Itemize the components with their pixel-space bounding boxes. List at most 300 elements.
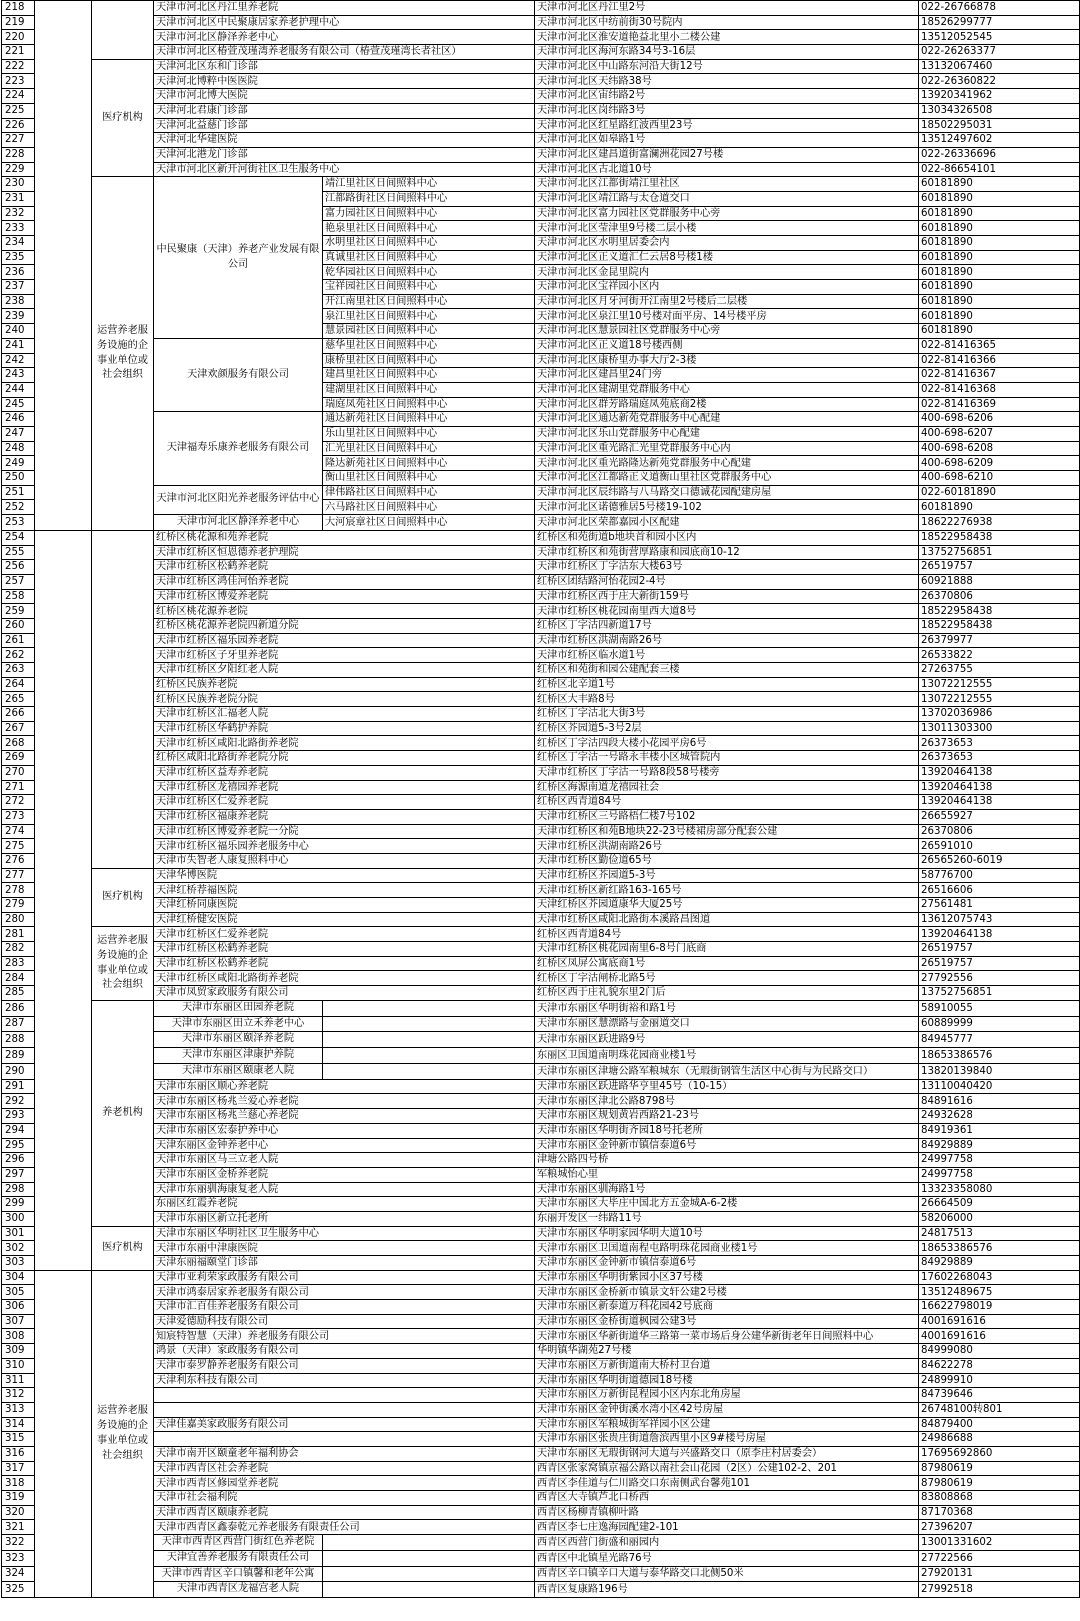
phone-cell: 13752756851	[919, 545, 1080, 560]
table-row	[2, 868, 1080, 883]
address-cell: 红桥区丁字沽闸桥北路5号	[535, 971, 919, 986]
table-row	[2, 1582, 1080, 1598]
institution-name-cell: 天津市红桥区松鹤养老院	[154, 942, 535, 957]
row-number-cell: 321	[2, 1520, 35, 1535]
table-row	[2, 1270, 1080, 1285]
institution-name-cell: 天津市红桥区福乐园养老院	[154, 633, 535, 648]
table-row	[2, 1123, 1080, 1138]
institution-name-cell: 天津市河北区静泽养老中心	[154, 30, 535, 45]
phone-cell: 27263755	[919, 663, 1080, 678]
address-cell: 天津市东丽区华明街紫园小区37号楼	[535, 1270, 919, 1285]
table-row	[2, 1329, 1080, 1344]
address-cell: 天津市红桥区咸阳北路街本溪路昌图道	[535, 912, 919, 927]
row-number-cell: 235	[2, 250, 35, 265]
table-row	[2, 1358, 1080, 1373]
address-cell: 天津市红桥区丁字沽一号路8段58号楼旁	[535, 765, 919, 780]
institution-name-cell: 天津市社会福利院	[154, 1491, 535, 1506]
phone-cell: 13512497602	[919, 133, 1080, 148]
table-row	[2, 338, 1080, 353]
row-number-cell: 263	[2, 663, 35, 678]
address-cell: 天津市东丽区张贵庄街道詹滨西里小区9#楼号房屋	[535, 1432, 919, 1447]
row-number-cell: 236	[2, 265, 35, 280]
address-cell: 天津市河北区月牙河街开江南里2号楼后二层楼	[535, 294, 919, 309]
row-number-cell: 258	[2, 589, 35, 604]
phone-cell: 24997758	[919, 1153, 1080, 1168]
operator-cell: 天津欢颜服务有限公司	[154, 338, 323, 411]
operator-cell: 天津市东丽区颐康老人院	[154, 1063, 323, 1079]
category-cell: 养老机构	[92, 1000, 154, 1226]
phone-cell: 18522958438	[919, 604, 1080, 619]
table-row	[2, 1550, 1080, 1566]
address-cell: 西青区西营门街盛和丽园内	[535, 1535, 919, 1551]
institution-name-cell: 天津市红桥区仁爱养老院	[154, 795, 535, 810]
row-number-cell: 294	[2, 1123, 35, 1138]
institution-name-cell: 天津市红桥区夕阳红老人院	[154, 663, 535, 678]
address-cell: 天津市东丽区金钟新市镇信泰道6号	[535, 1138, 919, 1153]
institution-name-cell: 天津佳嘉美家政服务有限公司	[154, 1417, 535, 1432]
phone-cell: 84945777	[919, 1032, 1080, 1048]
phone-cell: 400-698-6206	[919, 412, 1080, 427]
address-cell: 红桥区凤屏公寓底商1号	[535, 956, 919, 971]
phone-cell: 4001691616	[919, 1329, 1080, 1344]
facility-name-cell: 富力园社区日间照料中心	[323, 206, 535, 221]
phone-cell: 60181890	[919, 206, 1080, 221]
row-number-cell: 245	[2, 397, 35, 412]
row-number-cell: 288	[2, 1032, 35, 1048]
institution-name-cell: 天津市红桥区咸阳北路街养老院	[154, 736, 535, 751]
phone-cell: 4001691616	[919, 1314, 1080, 1329]
row-number-cell: 295	[2, 1138, 35, 1153]
institution-name-cell: 天津河北区东和门诊部	[154, 59, 535, 74]
address-cell: 天津市东丽区军粮城街军祥园小区公建	[535, 1417, 919, 1432]
table-row	[2, 1373, 1080, 1388]
facility-name-cell: 开江南里社区日间照料中心	[323, 294, 535, 309]
table-row	[2, 1094, 1080, 1109]
phone-cell: 13512489675	[919, 1285, 1080, 1300]
table-row	[2, 604, 1080, 619]
table-row	[2, 633, 1080, 648]
address-cell: 天津市河北区群芳路瑞庭凤苑底商2楼	[535, 397, 919, 412]
facility-name-cell: 乐山里社区日间照料中心	[323, 426, 535, 441]
table-row	[2, 1000, 1080, 1016]
table-row	[2, 1211, 1080, 1226]
table-row	[2, 133, 1080, 148]
facility-name-cell	[323, 1582, 535, 1598]
phone-cell: 87980619	[919, 1461, 1080, 1476]
phone-cell: 022-81416369	[919, 397, 1080, 412]
row-number-cell: 229	[2, 162, 35, 177]
phone-cell: 022-81416366	[919, 353, 1080, 368]
institution-name-cell: 天津市红桥区咸阳北路街养老院	[154, 971, 535, 986]
category-cell	[92, 1, 154, 60]
institution-name-cell: 天津市东丽中津康医院	[154, 1241, 535, 1256]
institution-name-cell: 天津市河北区中民聚康居家养老护理中心	[154, 15, 535, 30]
row-number-cell: 306	[2, 1300, 35, 1315]
row-number-cell: 278	[2, 883, 35, 898]
facility-name-cell	[323, 1016, 535, 1032]
phone-cell: 022-26360822	[919, 74, 1080, 89]
address-cell: 天津市东丽区华明街齐园18号托老所	[535, 1123, 919, 1138]
address-cell: 天津市红桥区临水道1号	[535, 648, 919, 663]
table-row	[2, 1461, 1080, 1476]
phone-cell: 18622276938	[919, 515, 1080, 531]
phone-cell: 24817513	[919, 1226, 1080, 1241]
address-cell: 天津市东丽区金桥新市镇景文轩公建2号楼	[535, 1285, 919, 1300]
address-cell: 天津市河北区建昌里24门旁	[535, 368, 919, 383]
phone-cell: 022-26766878	[919, 1, 1080, 16]
institution-name-cell: 天津市红桥区汇福老人院	[154, 707, 535, 722]
institution-name-cell: 知宸特智慧（天津）养老服务有限公司	[154, 1329, 535, 1344]
address-cell: 天津市河北区正义道汇仁云居8号楼1楼	[535, 250, 919, 265]
operator-cell: 天津宜善养老服务有限责任公司	[154, 1550, 323, 1566]
table-row	[2, 883, 1080, 898]
table-row	[2, 853, 1080, 868]
institution-name-cell: 天津市东丽区金桥养老院	[154, 1167, 535, 1182]
address-cell: 天津市河北区江都街靖江里社区	[535, 177, 919, 192]
address-cell: 天津市红桥区新红路163-165号	[535, 883, 919, 898]
institution-name-cell: 东丽区红霞养老院	[154, 1197, 535, 1212]
row-number-cell: 276	[2, 853, 35, 868]
address-cell: 津塘公路四号桥	[535, 1153, 919, 1168]
institution-name-cell: 天津河北博粹中医医院	[154, 74, 535, 89]
phone-cell: 27722566	[919, 1550, 1080, 1566]
table-row	[2, 1032, 1080, 1048]
table-row	[2, 1491, 1080, 1506]
address-cell: 红桥区丁字沽一号路永丰楼小区城管院内	[535, 751, 919, 766]
phone-cell: 13752756851	[919, 986, 1080, 1001]
row-number-cell: 297	[2, 1167, 35, 1182]
phone-cell: 13072212555	[919, 692, 1080, 707]
phone-cell: 13920464138	[919, 765, 1080, 780]
phone-cell: 18502295031	[919, 118, 1080, 133]
address-cell: 天津市河北区海河东路34号3-16层	[535, 45, 919, 60]
table-row	[2, 1016, 1080, 1032]
institution-name-cell: 红桥区咸阳北路街养老院分院	[154, 751, 535, 766]
phone-cell: 13323358080	[919, 1182, 1080, 1197]
row-number-cell: 308	[2, 1329, 35, 1344]
address-cell: 天津市东丽区华明街裕和路1号	[535, 1000, 919, 1016]
table-row	[2, 956, 1080, 971]
address-cell: 天津市红桥区勤俭道65号	[535, 853, 919, 868]
table-row	[2, 1182, 1080, 1197]
address-cell: 天津市红桥区和苑B地块22-23号楼裙房部分配套公建	[535, 824, 919, 839]
address-cell: 天津市东丽区大毕庄中国北方五金城A-6-2楼	[535, 1197, 919, 1212]
phone-cell: 60181890	[919, 265, 1080, 280]
phone-cell: 84929889	[919, 1138, 1080, 1153]
row-number-cell: 291	[2, 1079, 35, 1094]
address-cell: 红桥区西于庄礼貌东里2门后	[535, 986, 919, 1001]
address-cell: 天津市东丽区驯海路1号	[535, 1182, 919, 1197]
table-row	[2, 942, 1080, 957]
table-row	[2, 30, 1080, 45]
table-row	[2, 707, 1080, 722]
institution-name-cell: 天津市河北区丹江里养老院	[154, 1, 535, 16]
phone-cell: 26748100转801	[919, 1402, 1080, 1417]
address-cell: 天津市河北区荣都嘉园小区配建	[535, 515, 919, 531]
row-number-cell: 313	[2, 1402, 35, 1417]
operator-cell: 天津市西青区龙福宫老人院	[154, 1582, 323, 1598]
phone-cell: 27992518	[919, 1582, 1080, 1598]
phone-cell: 26591010	[919, 839, 1080, 854]
facility-name-cell	[323, 1535, 535, 1551]
address-cell: 天津市河北区辰纬路与八马路交口德诚花园配建房屋	[535, 485, 919, 500]
institution-name-cell: 天津市红桥区松鹤养老院	[154, 956, 535, 971]
table-row	[2, 1109, 1080, 1124]
facility-name-cell: 江都路街社区日间照料中心	[323, 191, 535, 206]
table-row	[2, 1256, 1080, 1271]
category-cell: 运营养老服务设施的企事业单位或社会组织	[92, 927, 154, 1000]
row-number-cell: 286	[2, 1000, 35, 1016]
row-number-cell: 230	[2, 177, 35, 192]
row-number-cell: 268	[2, 736, 35, 751]
address-cell: 西青区辛口镇辛口大道与泰华路交口北侧50米	[535, 1566, 919, 1582]
institution-name-cell: 天津市红桥区恒恩德养老护理院	[154, 545, 535, 560]
row-number-cell: 226	[2, 118, 35, 133]
table-row	[2, 780, 1080, 795]
institution-name-cell: 天津市河北区椿萱茂瑾湾养老服务有限公司（椿萱茂瑾湾长者社区）	[154, 45, 535, 60]
row-number-cell: 219	[2, 15, 35, 30]
row-number-cell: 273	[2, 809, 35, 824]
table-row	[2, 545, 1080, 560]
row-number-cell: 250	[2, 471, 35, 486]
row-number-cell: 302	[2, 1241, 35, 1256]
facility-name-cell	[323, 1032, 535, 1048]
address-cell: 天津市东丽区津北公路8798号	[535, 1094, 919, 1109]
facility-name-cell: 真诚里社区日间照料中心	[323, 250, 535, 265]
phone-cell: 400-698-6210	[919, 471, 1080, 486]
table-row	[2, 1417, 1080, 1432]
address-cell: 天津市河北区建昌道街富澜洲花园27号楼	[535, 147, 919, 162]
address-cell: 天津市河北区重光路汇光里党群服务中心内	[535, 441, 919, 456]
address-cell: 天津市红桥区芥园道5-3号	[535, 868, 919, 883]
phone-cell: 13132067460	[919, 59, 1080, 74]
row-number-cell: 267	[2, 721, 35, 736]
operator-cell: 天津市东丽区颐泽养老院	[154, 1032, 323, 1048]
row-number-cell: 272	[2, 795, 35, 810]
row-number-cell: 322	[2, 1535, 35, 1551]
table-row	[2, 677, 1080, 692]
institution-name-cell: 天津市西青区颐康养老院	[154, 1505, 535, 1520]
row-number-cell: 281	[2, 927, 35, 942]
phone-cell: 84891616	[919, 1094, 1080, 1109]
address-cell: 东丽开发区一纬路11号	[535, 1211, 919, 1226]
address-cell: 天津市河北区丹江里2号	[535, 1, 919, 16]
facility-name-cell: 慧景园社区日间照料中心	[323, 324, 535, 339]
address-cell: 天津市河北区古北道10号	[535, 162, 919, 177]
row-number-cell: 255	[2, 545, 35, 560]
row-number-cell: 265	[2, 692, 35, 707]
category-cell: 医疗机构	[92, 868, 154, 927]
institution-name-cell: 天津市东丽区杨兆兰爱心养老院	[154, 1094, 535, 1109]
table-row	[2, 721, 1080, 736]
address-cell: 天津市红桥区洪湖南路26号	[535, 633, 919, 648]
row-number-cell: 280	[2, 912, 35, 927]
phone-cell: 24997758	[919, 1167, 1080, 1182]
phone-cell: 60181890	[919, 221, 1080, 236]
address-cell: 天津市河北区宝祥园小区内	[535, 280, 919, 295]
phone-cell: 87170368	[919, 1505, 1080, 1520]
phone-cell: 26565260-6019	[919, 853, 1080, 868]
institution-name-cell: 红桥区民族养老院	[154, 677, 535, 692]
institution-name-cell: 天津市东丽区华明社区卫生服务中心	[154, 1226, 535, 1241]
row-number-cell: 282	[2, 942, 35, 957]
address-cell: 天津市东丽区慧漂路与金丽道交口	[535, 1016, 919, 1032]
row-number-cell: 254	[2, 530, 35, 545]
institution-name-cell: 天津市红桥区福康养老院	[154, 809, 535, 824]
address-cell: 红桥区西青道84号	[535, 927, 919, 942]
phone-cell: 60181890	[919, 191, 1080, 206]
table-row	[2, 1446, 1080, 1461]
phone-cell: 022-60181890	[919, 485, 1080, 500]
address-cell: 天津市红桥区西于庄大新街159号	[535, 589, 919, 604]
row-number-cell: 220	[2, 30, 35, 45]
phone-cell: 84879400	[919, 1417, 1080, 1432]
phone-cell: 24899910	[919, 1373, 1080, 1388]
address-cell: 天津市东丽区津塘公路军粮城东（无瑕街钢管生活区中心街与为民路交口）	[535, 1063, 919, 1079]
address-cell: 天津市东丽区无瑕街钢河大道与兴盛路交口（原李庄村居委会）	[535, 1446, 919, 1461]
institution-name-cell: 天津市红桥区福乐园养老服务中心	[154, 839, 535, 854]
phone-cell: 13920341962	[919, 89, 1080, 104]
row-number-cell: 290	[2, 1063, 35, 1079]
row-number-cell: 301	[2, 1226, 35, 1241]
table-row	[2, 560, 1080, 575]
address-cell: 西青区杨柳青镇柳叶路	[535, 1505, 919, 1520]
address-cell: 天津市红桥区桃花园南里西大道8号	[535, 604, 919, 619]
address-cell: 红桥区丁字沽四新道17号	[535, 618, 919, 633]
row-number-cell: 261	[2, 633, 35, 648]
institution-name-cell: 天津市东丽区新立托老所	[154, 1211, 535, 1226]
operator-cell: 天津市东丽区田园养老院	[154, 1000, 323, 1016]
phone-cell: 87980619	[919, 1476, 1080, 1491]
institution-name-cell: 天津市泰罗静养老服务有限公司	[154, 1358, 535, 1373]
address-cell: 天津市东丽区跃进路9号	[535, 1032, 919, 1048]
address-cell: 天津市河北区慧景园社区党群服务中心旁	[535, 324, 919, 339]
institution-name-cell: 天津市西青区社会养老院	[154, 1461, 535, 1476]
operator-cell: 天津市河北区阳光养老服务评估中心	[154, 485, 323, 514]
phone-cell: 26519757	[919, 956, 1080, 971]
phone-cell: 58910055	[919, 1000, 1080, 1016]
address-cell: 天津市东丽区华明街道德园18号楼	[535, 1373, 919, 1388]
phone-cell: 26516606	[919, 883, 1080, 898]
address-cell: 天津市红桥区洪湖南路26号	[535, 839, 919, 854]
address-cell: 天津市河北区富力园社区党群服务中心旁	[535, 206, 919, 221]
district-cell	[35, 530, 92, 1270]
institution-name-cell: 天津市西青区修园堂养老院	[154, 1476, 535, 1491]
address-cell: 天津市东丽区规划黄岩西路21-23号	[535, 1109, 919, 1124]
institution-name-cell: 天津东丽福颐堂门诊部	[154, 1256, 535, 1271]
facility-name-cell: 乾华园社区日间照料中心	[323, 265, 535, 280]
row-number-cell: 241	[2, 338, 35, 353]
operator-cell: 中民聚康（天津）养老产业发展有限公司	[154, 177, 323, 339]
institution-name-cell: 天津市红桥区鸿佳河怡养老院	[154, 574, 535, 589]
phone-cell: 13110040420	[919, 1079, 1080, 1094]
facility-name-cell: 隆达新苑社区日间照料中心	[323, 456, 535, 471]
row-number-cell: 270	[2, 765, 35, 780]
table-row	[2, 986, 1080, 1001]
row-number-cell: 264	[2, 677, 35, 692]
institution-name-cell: 天津市鸿泰居家养老服务有限公司	[154, 1285, 535, 1300]
row-number-cell: 239	[2, 309, 35, 324]
institution-name-cell: 红桥区桃花源养老院四新道分院	[154, 618, 535, 633]
table-row	[2, 147, 1080, 162]
row-number-cell: 256	[2, 560, 35, 575]
row-number-cell: 292	[2, 1094, 35, 1109]
table-row	[2, 1138, 1080, 1153]
table-row	[2, 1285, 1080, 1300]
phone-cell: 27920131	[919, 1566, 1080, 1582]
row-number-cell: 251	[2, 485, 35, 500]
table-row	[2, 971, 1080, 986]
phone-cell: 18653386576	[919, 1241, 1080, 1256]
row-number-cell: 310	[2, 1358, 35, 1373]
address-cell: 天津市东丽区万新街昆程园小区内东北角房屋	[535, 1388, 919, 1403]
phone-cell: 13072212555	[919, 677, 1080, 692]
category-cell: 医疗机构	[92, 59, 154, 177]
table-row	[2, 515, 1080, 531]
row-number-cell: 240	[2, 324, 35, 339]
address-cell: 天津市河北区泉江里10号楼对面平房、14号楼平房	[535, 309, 919, 324]
row-number-cell: 260	[2, 618, 35, 633]
phone-cell: 022-81416367	[919, 368, 1080, 383]
table-row	[2, 1388, 1080, 1403]
row-number-cell: 287	[2, 1016, 35, 1032]
table-row	[2, 1535, 1080, 1551]
table-row	[2, 692, 1080, 707]
table-row	[2, 118, 1080, 133]
address-cell: 天津市河北区岗纬路3号	[535, 103, 919, 118]
address-cell: 红桥区和苑街道b地块首和园小区内	[535, 530, 919, 545]
address-cell: 天津市河北区中纺前街30号院内	[535, 15, 919, 30]
row-number-cell: 275	[2, 839, 35, 854]
address-cell: 红桥区丁字沽四段大楼小花园平房6号	[535, 736, 919, 751]
address-cell: 天津市东丽区万新街道南大桥村卫台道	[535, 1358, 919, 1373]
table-row	[2, 1344, 1080, 1359]
row-number-cell: 271	[2, 780, 35, 795]
row-number-cell: 249	[2, 456, 35, 471]
row-number-cell: 242	[2, 353, 35, 368]
table-row	[2, 1476, 1080, 1491]
table-row	[2, 663, 1080, 678]
phone-cell: 84739646	[919, 1388, 1080, 1403]
row-number-cell: 228	[2, 147, 35, 162]
row-number-cell: 296	[2, 1153, 35, 1168]
institution-name-cell: 天津市亚莉荣家政服务有限公司	[154, 1270, 535, 1285]
row-number-cell: 284	[2, 971, 35, 986]
phone-cell: 27561481	[919, 898, 1080, 913]
institution-name-cell: 天津市河北博大医院	[154, 89, 535, 104]
address-cell: 天津市河北区红星路红波西里23号	[535, 118, 919, 133]
table-row	[2, 74, 1080, 89]
phone-cell: 27792556	[919, 971, 1080, 986]
address-cell: 西青区中北镇星光路76号	[535, 1550, 919, 1566]
facility-name-cell: 律伟路社区日间照料中心	[323, 485, 535, 500]
phone-cell: 60181890	[919, 294, 1080, 309]
row-number-cell: 222	[2, 59, 35, 74]
table-row	[2, 648, 1080, 663]
facility-name-cell: 泉江里社区日间照料中心	[323, 309, 535, 324]
address-cell: 天津市东丽区卫国道南程屯路明珠花园商业楼1号	[535, 1241, 919, 1256]
phone-cell: 24932628	[919, 1109, 1080, 1124]
facility-name-cell	[323, 1550, 535, 1566]
table-row	[2, 618, 1080, 633]
table-row	[2, 1197, 1080, 1212]
row-number-cell: 311	[2, 1373, 35, 1388]
institution-name-cell: 天津市红桥区子牙里养老院	[154, 648, 535, 663]
institution-name-cell: 天津市红桥区龙禧园养老院	[154, 780, 535, 795]
operator-cell: 天津福寿乐康养老服务有限公司	[154, 412, 323, 485]
phone-cell: 60181890	[919, 177, 1080, 192]
address-cell: 天津市东丽区金钟街溪水湾小区42号房屋	[535, 1402, 919, 1417]
